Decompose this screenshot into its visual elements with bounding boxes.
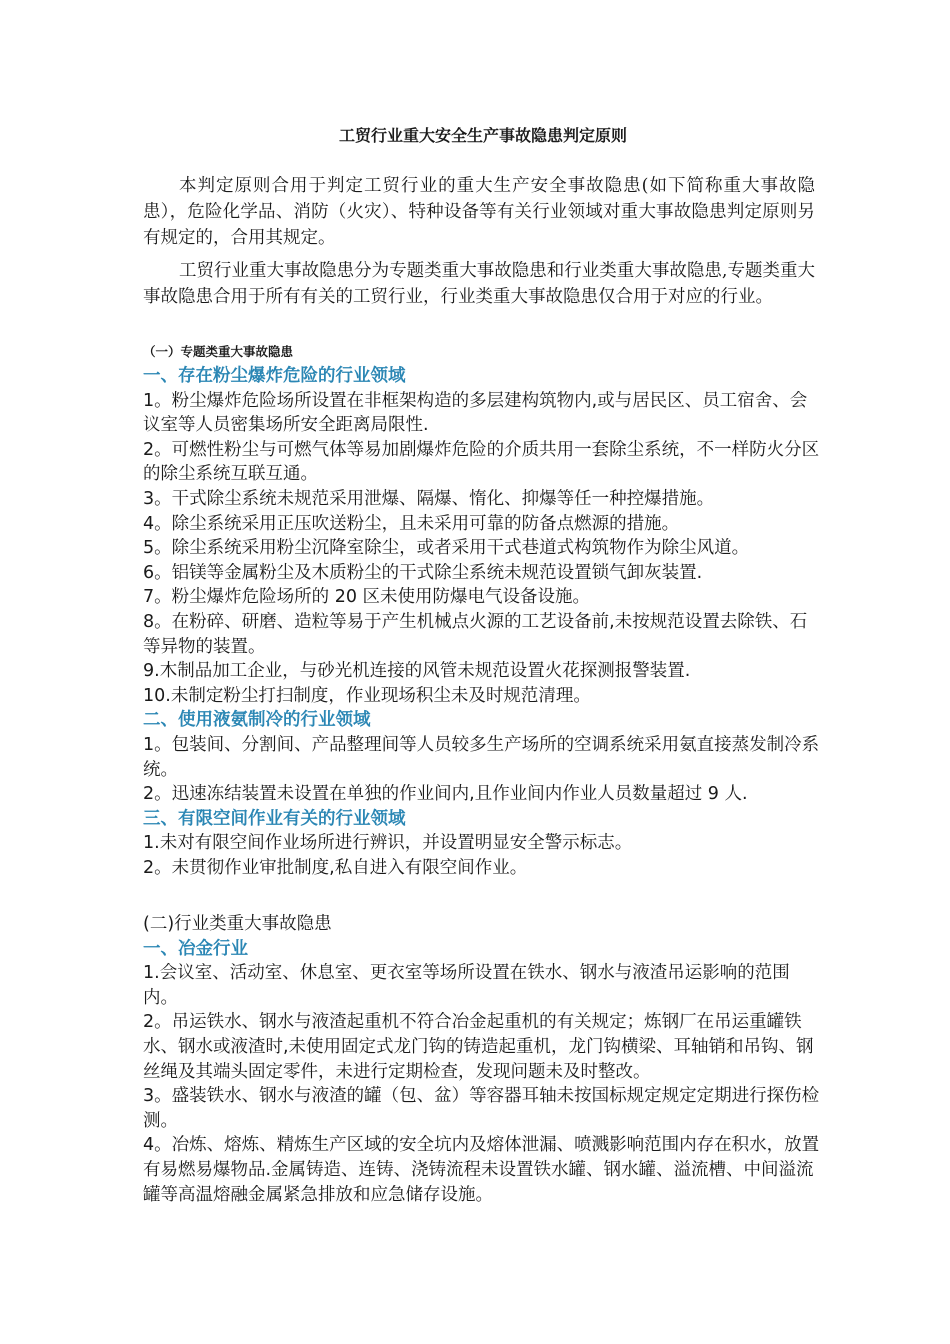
section-label: （一）专题类重大事故隐患 — [143, 344, 294, 359]
section-heading: 三、有限空间作业有关的行业领域 — [143, 808, 406, 829]
intro-paragraph: 工贸行业重大事故隐患分为专题类重大事故隐患和行业类重大事故隐患,专题类重大事故隐患合用于所有有关的工贸行业，行业类重大事故隐患仅合用于对应的行业。 — [143, 261, 815, 307]
list-item: 3。盛装铁水、钢水与液渣的罐（包、盆）等容器耳轴未按国标规定规定定期进行探伤检测。 — [143, 1086, 820, 1131]
section-heading: 一、冶金行业 — [143, 938, 248, 959]
list-item: 2。可燃性粉尘与可燃气体等易加剧爆炸危险的介质共用一套除尘系统，不一样防火分区的除尘系统互联互通。 — [143, 439, 820, 485]
list-item: 4。除尘系统采用正压吹送粉尘，且未采用可靠的防备点燃源的措施。 — [143, 513, 680, 534]
section-heading: 二、使用液氨制冷的行业领域 — [143, 710, 371, 731]
intro-paragraph: 本判定原则合用于判定工贸行业的重大生产安全事故隐患(如下简称重大事故隐患），危险化学品、消防（火灾）、特种设备等有关行业领域对重大事故隐患判定原则另有规定的，合用其规定。 — [143, 176, 815, 248]
list-item: 2。迅速冻结装置未设置在单独的作业间内,且作业间内作业人员数量超过 9 人. — [143, 784, 748, 805]
list-item: 1。包装间、分割间、产品整理间等人员较多生产场所的空调系统采用氨直接蒸发制冷系统。 — [143, 734, 820, 780]
list-item: 1.会议室、活动室、休息室、更衣室等场所设置在铁水、钢水与液渣吊运影响的范围内。 — [143, 963, 790, 1008]
section-1-content — [143, 364, 823, 880]
section-2-content — [143, 912, 823, 1207]
section-label: (二)行业类重大事故隐患 — [143, 914, 332, 934]
list-item: 1.未对有限空间作业场所进行辨识，并设置明显安全警示标志。 — [143, 833, 633, 854]
document-title: 工贸行业重大安全生产事故隐患判定原则 — [338, 126, 627, 145]
list-item: 9.木制品加工企业，与砂光机连接的风管未规范设置火花探测报警装置. — [143, 661, 691, 682]
list-item: 2。未贯彻作业审批制度,私自进入有限空间作业。 — [143, 857, 528, 878]
list-item: 4。冶炼、熔炼、精炼生产区域的安全坑内及熔体泄漏、喷溅影响范围内存在积水，放置有易燃易爆物品.金属铸造、连铸、浇铸流程未设置铁水罐、钢水罐、溢流槽、中间溢流罐等高温熔融金属紧急排放和应急储存设施。 — [143, 1135, 820, 1205]
list-item: 7。粉尘爆炸危险场所的 20 区未使用防爆电气设备设施。 — [143, 587, 591, 608]
section-heading: 一、存在粉尘爆炸危险的行业领域 — [143, 366, 406, 386]
list-item: 8。在粉碎、研磨、造粒等易于产生机械点火源的工艺设备前,未按规范设置去除铁、石等异物的装置。 — [143, 611, 808, 657]
list-item: 6。铝镁等金属粉尘及木质粉尘的干式除尘系统未规范设置锁气卸灰装置. — [143, 562, 703, 583]
list-item: 1。粉尘爆炸危险场所设置在非框架构造的多层建构筑物内,或与居民区、员工宿舍、会议室等人员密集场所安全距离局限性. — [143, 390, 808, 436]
list-item: 10.未制定粉尘打扫制度，作业现场积尘未及时规范清理。 — [143, 685, 591, 706]
list-item: 3。干式除尘系统未规范采用泄爆、隔爆、惰化、抑爆等任一种控爆措施。 — [143, 488, 715, 509]
list-item: 2。吊运铁水、钢水与液渣起重机不符合冶金起重机的有关规定；炼钢厂在吊运重罐铁水、钢水或液渣时,未使用固定式龙门钩的铸造起重机，龙门钩横梁、耳轴销和吊钩、钢丝绳及其端头固定零件，未进行定期检查，发现问题未及时整改。 — [143, 1012, 814, 1082]
list-item: 5。除尘系统采用粉尘沉降室除尘，或者采用干式巷道式构筑物作为除尘风道。 — [143, 538, 750, 559]
